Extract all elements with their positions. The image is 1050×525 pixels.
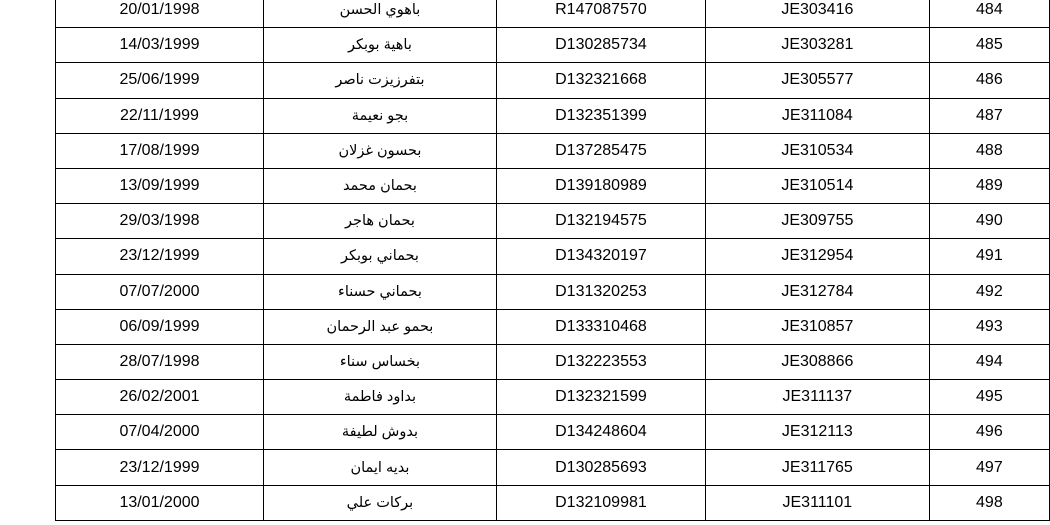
- birth-date-cell: 07/07/2000: [56, 274, 264, 309]
- id-number-cell: D134320197: [496, 239, 705, 274]
- student-name-cell: باهية بوبكر: [263, 28, 496, 63]
- table-row: [56, 274, 1050, 309]
- id-number-cell: D132109981: [496, 485, 705, 520]
- table-row: [56, 415, 1050, 450]
- table-row: [56, 98, 1050, 133]
- id-number-cell: D131320253: [496, 274, 705, 309]
- id-number-cell: D134248604: [496, 415, 705, 450]
- student-code-cell: JE303416: [705, 0, 929, 28]
- student-code-cell: JE310514: [705, 168, 929, 203]
- table-row: [56, 239, 1050, 274]
- student-code-cell: JE312784: [705, 274, 929, 309]
- table-row: [56, 309, 1050, 344]
- birth-date-cell: 17/08/1999: [56, 133, 264, 168]
- row-number-cell: 498: [929, 485, 1049, 520]
- student-name-cell: باهوي الحسن: [263, 0, 496, 28]
- id-number-cell: D132321668: [496, 63, 705, 98]
- student-name-cell: بجو نعيمة: [263, 98, 496, 133]
- student-name-cell: بحسون غزلان: [263, 133, 496, 168]
- id-number-cell: D132194575: [496, 204, 705, 239]
- student-name-cell: بديه ايمان: [263, 450, 496, 485]
- row-number-cell: 495: [929, 380, 1049, 415]
- table-row: [56, 204, 1050, 239]
- row-number-cell: 485: [929, 28, 1049, 63]
- student-name-cell: بحماني حسناء: [263, 274, 496, 309]
- row-number-cell: 496: [929, 415, 1049, 450]
- birth-date-cell: 23/12/1999: [56, 450, 264, 485]
- id-number-cell: D130285734: [496, 28, 705, 63]
- student-code-cell: JE305577: [705, 63, 929, 98]
- id-number-cell: D137285475: [496, 133, 705, 168]
- student-code-cell: JE311765: [705, 450, 929, 485]
- birth-date-cell: 26/02/2001: [56, 380, 264, 415]
- student-name-cell: بخساس سناء: [263, 344, 496, 379]
- birth-date-cell: 13/01/2000: [56, 485, 264, 520]
- row-number-cell: 490: [929, 204, 1049, 239]
- student-name-cell: بداود فاطمة: [263, 380, 496, 415]
- student-name-cell: بتفرزيزت ناصر: [263, 63, 496, 98]
- students-table-body: [56, 0, 1050, 520]
- row-number-cell: 488: [929, 133, 1049, 168]
- id-number-cell: D132321599: [496, 380, 705, 415]
- row-number-cell: 484: [929, 0, 1049, 28]
- row-number-cell: 491: [929, 239, 1049, 274]
- row-number-cell: 487: [929, 98, 1049, 133]
- birth-date-cell: 23/12/1999: [56, 239, 264, 274]
- birth-date-cell: 29/03/1998: [56, 204, 264, 239]
- id-number-cell: D130285693: [496, 450, 705, 485]
- row-number-cell: 494: [929, 344, 1049, 379]
- table-row: [56, 28, 1050, 63]
- table-row: [56, 380, 1050, 415]
- student-name-cell: بحمو عبد الرحمان: [263, 309, 496, 344]
- student-name-cell: بدوش لطيفة: [263, 415, 496, 450]
- table-row: [56, 344, 1050, 379]
- table-row: [56, 0, 1050, 28]
- id-number-cell: D133310468: [496, 309, 705, 344]
- birth-date-cell: 22/11/1999: [56, 98, 264, 133]
- student-code-cell: JE309755: [705, 204, 929, 239]
- student-name-cell: بحماني بوبكر: [263, 239, 496, 274]
- student-code-cell: JE311084: [705, 98, 929, 133]
- id-number-cell: D132223553: [496, 344, 705, 379]
- student-code-cell: JE310534: [705, 133, 929, 168]
- row-number-cell: 489: [929, 168, 1049, 203]
- birth-date-cell: 25/06/1999: [56, 63, 264, 98]
- id-number-cell: R147087570: [496, 0, 705, 28]
- student-code-cell: JE303281: [705, 28, 929, 63]
- student-name-cell: بحمان محمد: [263, 168, 496, 203]
- table-row: [56, 485, 1050, 520]
- student-code-cell: JE312954: [705, 239, 929, 274]
- table-row: [56, 168, 1050, 203]
- birth-date-cell: 14/03/1999: [56, 28, 264, 63]
- student-code-cell: JE312113: [705, 415, 929, 450]
- row-number-cell: 492: [929, 274, 1049, 309]
- row-number-cell: 493: [929, 309, 1049, 344]
- birth-date-cell: 06/09/1999: [56, 309, 264, 344]
- birth-date-cell: 07/04/2000: [56, 415, 264, 450]
- student-name-cell: بحمان هاجر: [263, 204, 496, 239]
- table-row: [56, 133, 1050, 168]
- birth-date-cell: 13/09/1999: [56, 168, 264, 203]
- table-row: [56, 450, 1050, 485]
- id-number-cell: D132351399: [496, 98, 705, 133]
- students-table: [55, 0, 1050, 521]
- student-code-cell: JE308866: [705, 344, 929, 379]
- student-code-cell: JE311101: [705, 485, 929, 520]
- id-number-cell: D139180989: [496, 168, 705, 203]
- birth-date-cell: 20/01/1998: [56, 0, 264, 28]
- student-name-cell: بركات علي: [263, 485, 496, 520]
- birth-date-cell: 28/07/1998: [56, 344, 264, 379]
- student-code-cell: JE310857: [705, 309, 929, 344]
- row-number-cell: 497: [929, 450, 1049, 485]
- row-number-cell: 486: [929, 63, 1049, 98]
- student-code-cell: JE311137: [705, 380, 929, 415]
- table-row: [56, 63, 1050, 98]
